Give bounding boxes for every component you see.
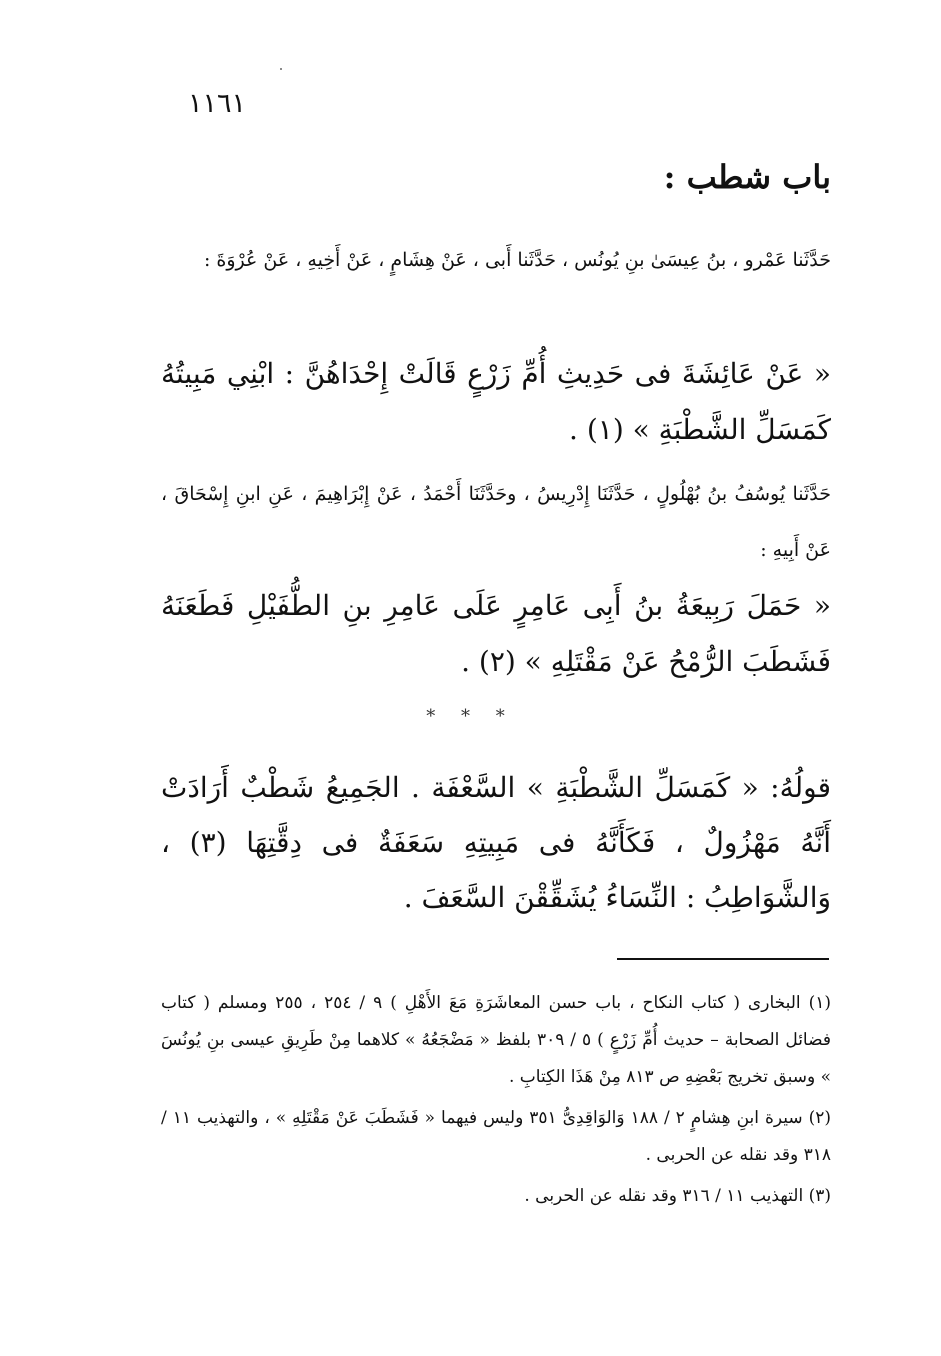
footnote-2: (٢) سيرة ابنِ هِشامٍ ٢ / ١٨٨ وَالوَاقِدِىُّ ٣٥١ وليس فيهما « فَشَطَبَ عَنْ مَقْتَلِهِ » ، والتهذيب ١١ / ٣١٨ وقد نقله عن الحربى .: [161, 1108, 831, 1165]
hadith-quote-2: « حَمَلَ رَبِيعَةُ بنُ أَبِى عَامِرٍ عَلَى عَامِرِ بنِ الطُّفَيْلِ فَطَعَنَهُ فَشَطَبَ الرُّمْحُ عَنْ مَقْتَلِهِ » (٢) .: [161, 589, 831, 678]
isnad-paragraph-1: حَدَّثَنا عَمْرو ، بنُ عِيسَىٰ بنِ يُونُس ، حَدَّثَنا أَبى ، عَنْ هِشَامٍ ، عَنْ أَخِيهِ ، عَنْ عُرْوَةَ :: [203, 249, 831, 271]
footnotes-section: [161, 985, 831, 1219]
scan-speck: [280, 68, 282, 70]
footnote-1: (١) البخارى ( كتاب النكاح ، باب حسن المعاشَرَةِ مَعَ الأَهْلِ ) ٩ / ٢٥٤ ، ٢٥٥ ومسلم ( كتاب فضائل الصحابة – حديث أُمِّ زَرْعٍ ) ٥ / ٣٠٩ بلفظ « مَضْجَعُهُ » كلاهما مِنْ طَرِيقِ عيسى بنِ يُونُسَ » وسبق تخريج بَعْضِهِ ص ٨١٣ مِنْ هَذَا الكِتابِ .: [161, 993, 831, 1087]
footnote-divider: [617, 958, 829, 960]
section-separator: * * *: [426, 706, 515, 727]
hadith-quote-1: « عَنْ عَائِشَةَ فى حَدِيثِ أُمِّ زَرْعٍ قَالَتْ إِحْدَاهُنَّ : ابْنِي مَبِيتُهُ كَمَسَلِّ الشَّطْبَةِ » (١) .: [161, 357, 831, 446]
commentary-paragraph: قولُهُ: « كَمَسَلِّ الشَّطْبَةِ » السَّعْفَة . الجَمِيعُ شَطْبٌ أَرَادَتْ أَنَّهُ مَهْزُولٌ ، فَكَأَنَّهُ فى مَبِيتِهِ سَعَفَةٌ فى دِقَّتِهَا (٣) ، وَالشَّوَاطِبُ : النِّسَاءُ يُشَقِّقْنَ السَّعَفَ .: [161, 771, 831, 914]
isnad-paragraph-2: حَدَّثَنا يُوسُفُ بنُ بُهْلُولٍ ، حَدَّثَنَا إِدْرِيسُ ، وحَدَّثَنَا أَحْمَدُ ، عَنْ إِبْرَاهِيمَ ، عَنِ ابنِ إِسْحَاقَ ، عَنْ أَبِيهِ :: [161, 483, 831, 561]
chapter-title: باب شطب :: [663, 158, 831, 196]
footnote-3: (٣) التهذيب ١١ / ٣١٦ وقد نقله عن الحربى .: [524, 1186, 831, 1206]
page-number: ١١٦١: [188, 88, 247, 119]
